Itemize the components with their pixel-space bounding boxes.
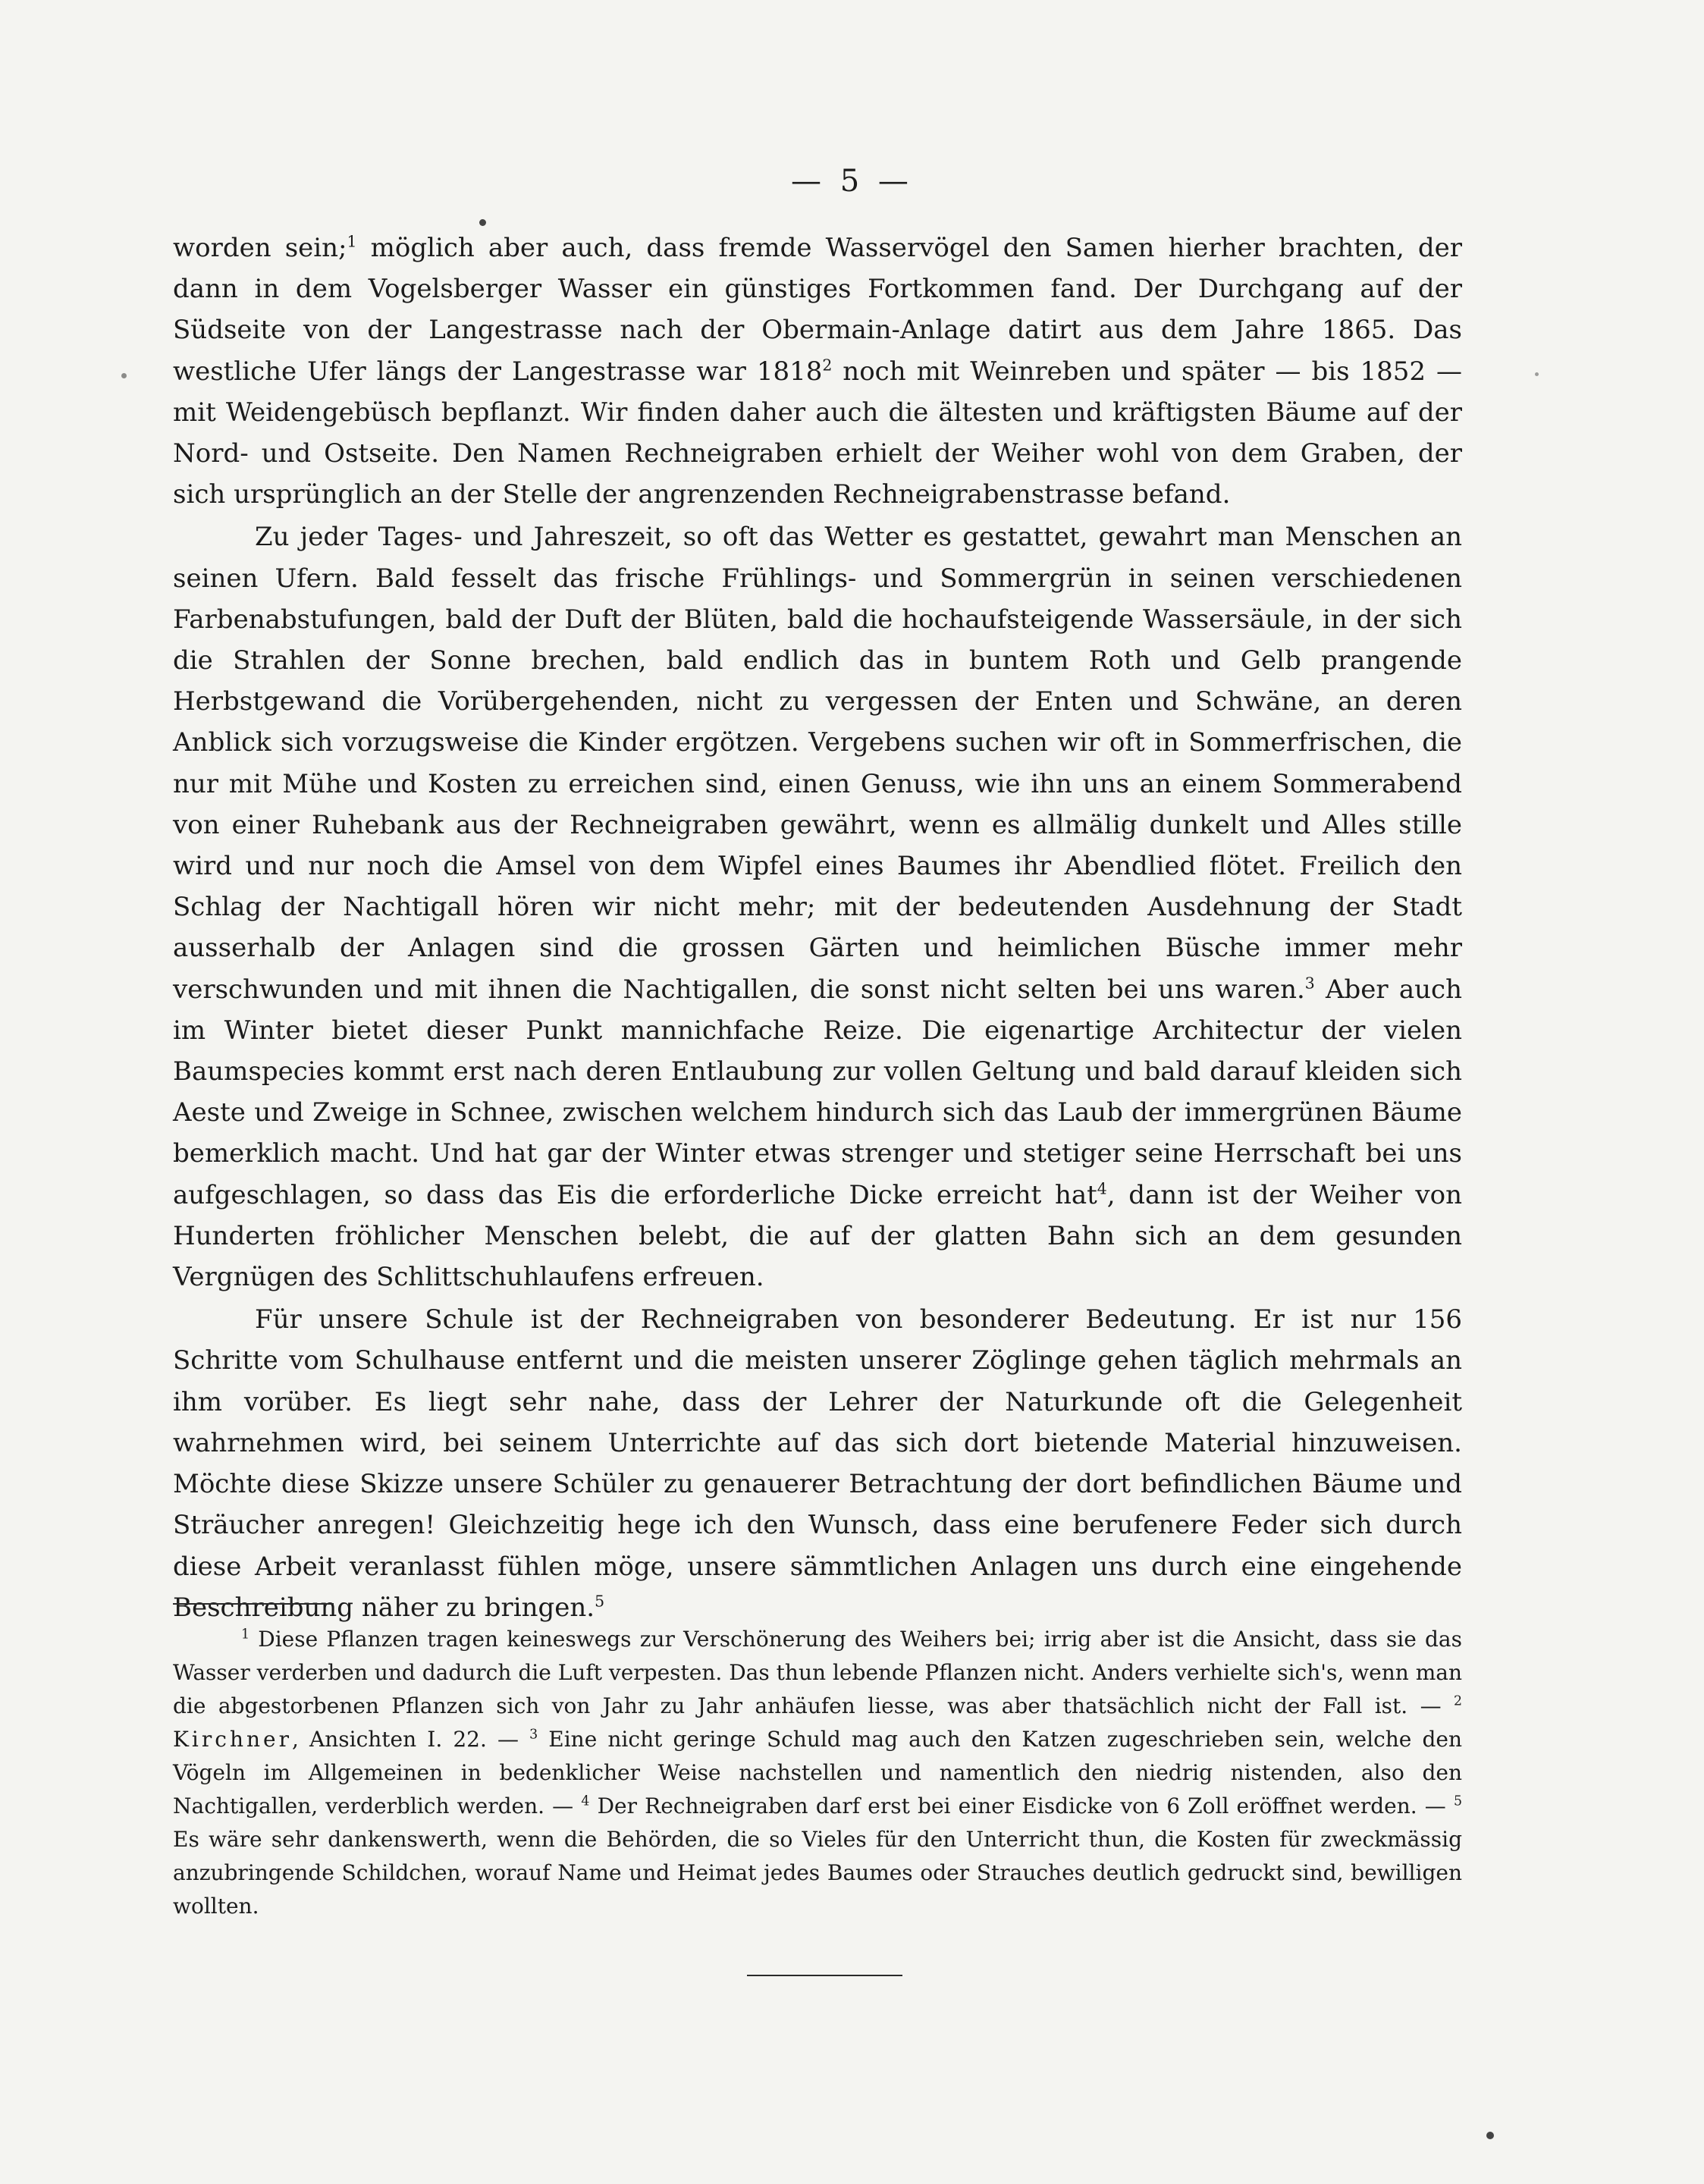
footnote-author: Kirchner [173,1727,292,1752]
footnotes [173,1623,1462,1923]
scan-speck [121,373,127,378]
footnote-reference: 4 [1097,1179,1107,1198]
footnote-marker: 4 [581,1793,590,1809]
scan-speck [1535,372,1539,376]
footnote-text: Eine nicht geringe Schuld mag auch den Katzen zugeschrieben sein, welche den Vögeln im Allgemeinen in bedenklicher Weise nachstellen und namentlich den niedrig nistenden, also den Nachtigallen, verderblich werden. — [173,1727,1462,1818]
footnote-text: , Ansichten I. 22. — [291,1727,530,1752]
paragraph-text: möglich aber auch, dass fremde Wasservögel den Samen hierher brachten, der dann in dem Vogelsberger Wasser ein günstiges Fortkommen fand. Der Durchgang auf der Südseite von der Langestrasse nach der Obermain-Anlage datirt aus dem Jahre 1865. Das westliche Ufer längs der Langestrasse war 1818 [173,233,1462,387]
footnote-reference: 3 [1304,974,1315,993]
paragraph [173,228,1462,515]
footnote-reference: 1 [347,232,357,251]
paragraph [173,1299,1462,1628]
paragraph-text: Für unsere Schule ist der Rechneigraben von besonderer Bedeutung. Er ist nur 156 Schritte vom Schulhause entfernt und die meisten unserer Zöglinge gehen täglich mehrmals an ihm vorüber. Es liegt sehr nahe, dass der Lehrer der Naturkunde oft die Gelegenheit wahrnehmen wird, bei seinem Unterrichte auf das sich dort bietende Material hinzuweisen. Möchte diese Skizze unsere Schüler zu genauerer Betrachtung der dort befindlichen Bäume und Sträucher anregen! Gleichzeitig hege ich den Wunsch, dass eine berufenere Feder sich durch diese Arbeit veranlasst fühlen möge, unsere sämmtlichen Anlagen uns durch eine eingehende Beschreibung näher zu bringen. [173,1304,1462,1623]
footnote-text: Es wäre sehr dankenswerth, wenn die Behörden, die so Vieles für den Unterricht thun, die Kosten für zweckmässig anzubringende Schildchen, worauf Name und Heimat jedes Baumes oder Strauches deutlich gedruckt sind, bewilligen wollten. [173,1827,1462,1919]
paragraph-text: Aber auch im Winter bietet dieser Punkt mannichfache Reize. Die eigenartige Architectur der vielen Baumspecies kommt erst nach deren Entlaubung zur vollen Geltung und bald darauf kleiden sich Aeste und Zweige in Schnee, zwischen welchem hindurch sich das Laub der immergrünen Bäume bemerklich macht. Und hat gar der Winter etwas strenger und stetiger seine Herrschaft bei uns aufgeschlagen, so dass das Eis die erforderliche Dicke erreicht hat [173,974,1462,1210]
paragraph-text: worden sein; [173,233,347,263]
footnote-marker: 1 [241,1627,250,1643]
page-number: — 5 — [791,164,913,199]
footnote-reference: 5 [595,1592,605,1611]
footnote-reference: 2 [822,356,833,375]
paragraph [173,516,1462,1298]
footnote-marker: 3 [529,1727,538,1743]
paragraph-text: noch mit Weinreben und später — bis 1852 — mit Weidengebüsch bepflanzt. Wir finden daher auch die ältesten und kräftigsten Bäume auf der Nord- und Ostseite. Den Namen Rechneigraben erhielt der Weiher wohl von dem Graben, der sich ursprünglich an der Stelle der angrenzenden Rechneigrabenstrasse befand. [173,356,1462,510]
footnote-text: Diese Pflanzen tragen keineswegs zur Verschönerung des Weihers bei; irrig aber ist die Ansicht, dass sie das Wasser verderben und dadurch die Luft verpesten. Das thun lebende Pflanzen nicht. Anders verhielte sich's, wenn man die abgestorbenen Pflanzen sich von Jahr zu Jahr anhäufen liesse, was aber thatsächlich nicht der Fall ist. — [173,1627,1462,1718]
paragraph-text: Zu jeder Tages- und Jahreszeit, so oft das Wetter es gestattet, gewahrt man Menschen an seinen Ufern. Bald fesselt das frische Frühlings- und Sommergrün in seinen verschiedenen Farbenabstufungen, bald der Duft der Blüten, bald die hochaufsteigende Wassersäule, in der sich die Strahlen der Sonne brechen, bald endlich das in buntem Roth und Gelb prangende Herbstgewand die Vorübergehenden, nicht zu vergessen der Enten und Schwäne, an deren Anblick sich vorzugsweise die Kinder ergötzen. Vergebens suchen wir oft in Sommerfrischen, die nur mit Mühe und Kosten zu erreichen sind, einen Genuss, wie ihn uns an einem Sommerabend von einer Ruhebank aus der Rechneigraben gewährt, wenn es allmälig dunkelt und Alles stille wird und nur noch die Amsel von dem Wipfel eines Baumes ihr Abendlied flötet. Freilich den Schlag der Nachtigall hören wir nicht mehr; mit der bedeutenden Ausdehnung der Stadt ausserhalb der Anlagen sind die grossen Gärten und heimlichen Büsche immer mehr verschwunden und mit ihnen die Nachtigallen, die sonst nicht selten bei uns waren. [173,522,1462,1005]
footnote-marker: 2 [1453,1693,1462,1709]
scan-speck [1486,2132,1494,2139]
end-rule [747,1975,902,1976]
footnote-marker: 5 [1453,1793,1462,1809]
scan-speck [479,219,486,226]
footnote-separator [173,1603,334,1605]
footnote-text: Der Rechneigraben darf erst bei einer Eisdicke von 6 Zoll eröffnet werden. — [589,1793,1454,1818]
body-text [173,228,1462,1628]
paragraph-text: , dann ist der Weiher von Hunderten fröhlicher Menschen belebt, die auf der glatten Bahn sich an dem gesunden Vergnügen des Schlittschuhlaufens erfreuen. [173,1179,1462,1293]
